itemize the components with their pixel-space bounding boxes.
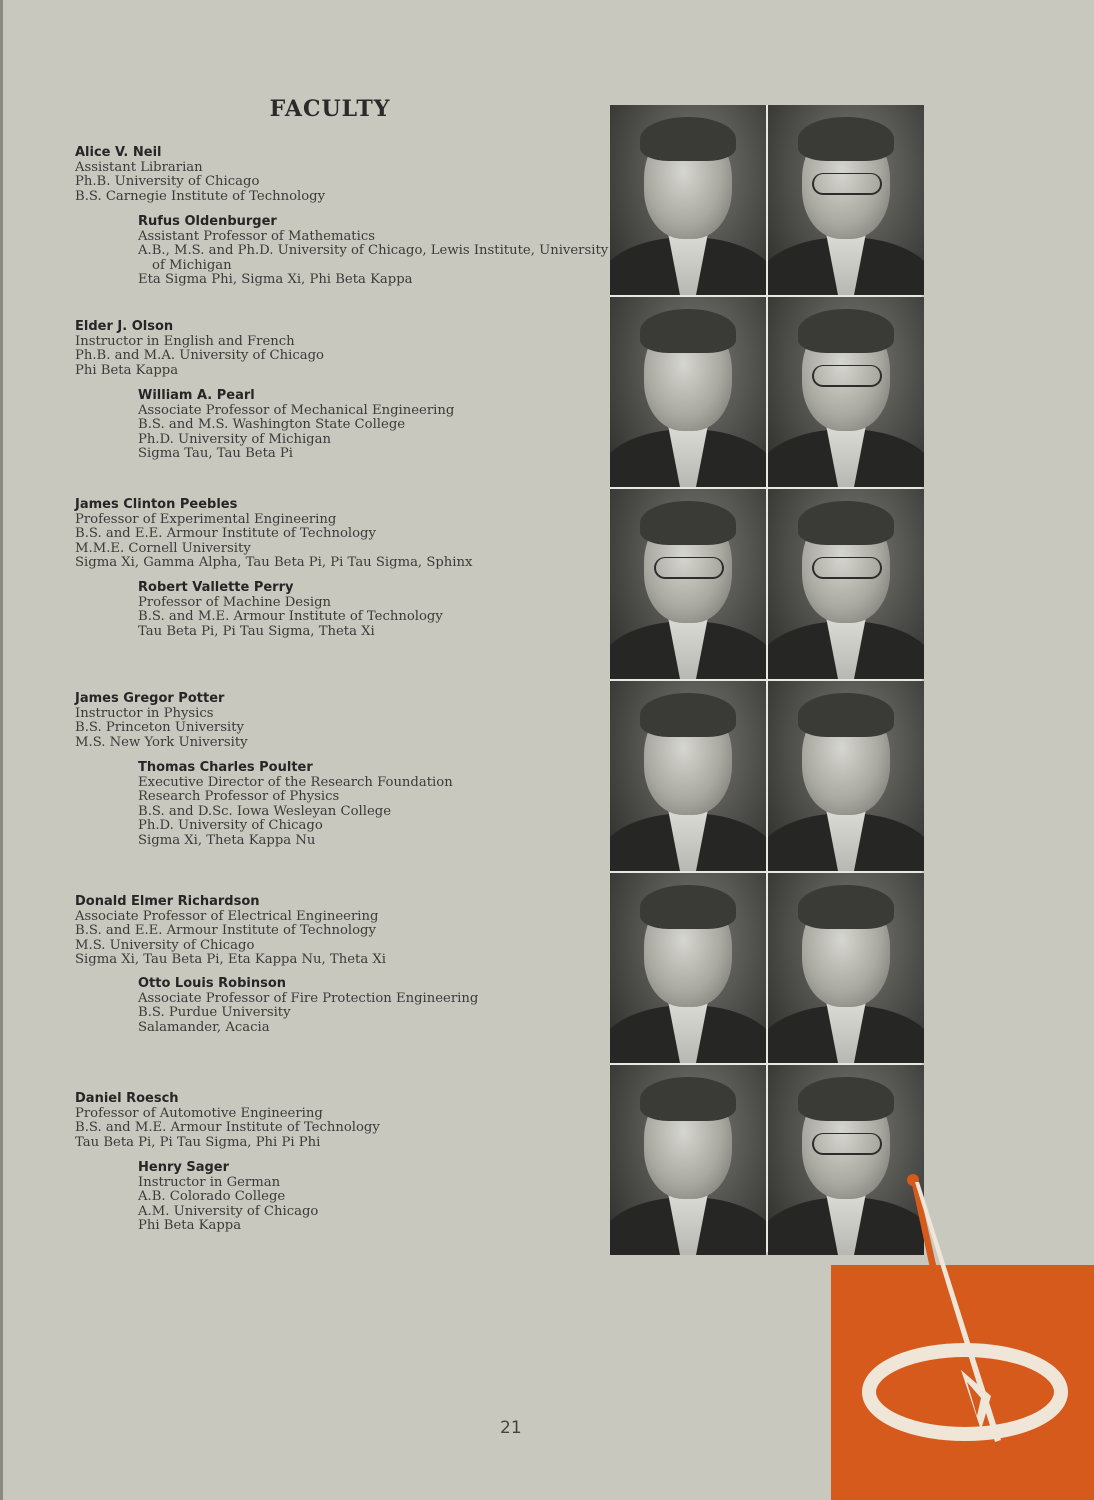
faculty-name: Elder J. Olson: [75, 319, 174, 334]
faculty-detail: Tau Beta Pi, Pi Tau Sigma, Theta Xi: [138, 623, 375, 639]
faculty-detail: Eta Sigma Phi, Sigma Xi, Phi Beta Kappa: [138, 272, 413, 288]
faculty-detail: M.S. University of Chicago: [75, 937, 255, 953]
faculty-detail: A.B. Colorado College: [138, 1189, 286, 1205]
faculty-detail: M.M.E. Cornell University: [75, 540, 251, 556]
faculty-entry: [75, 320, 324, 378]
portrait-photo: [610, 105, 766, 295]
faculty-entry: [75, 895, 386, 968]
faculty-detail: Assistant Librarian: [75, 159, 203, 175]
portrait-photo: [768, 873, 924, 1063]
faculty-detail: of Michigan: [152, 257, 232, 273]
faculty-detail: B.S. and M.S. Washington State College: [138, 417, 406, 433]
portrait-photo: [610, 1065, 766, 1255]
faculty-name: William A. Pearl: [138, 388, 255, 403]
faculty-detail: B.S. and E.E. Armour Institute of Technology: [75, 923, 376, 939]
faculty-detail: Salamander, Acacia: [138, 1019, 270, 1035]
compass-emblem-icon: [831, 1160, 1094, 1500]
faculty-detail: Associate Professor of Fire Protection Engineering: [138, 990, 479, 1006]
faculty-detail: Sigma Xi, Theta Kappa Nu: [138, 832, 316, 848]
faculty-detail: Ph.B. and M.A. University of Chicago: [75, 348, 324, 364]
faculty-name: Donald Elmer Richardson: [75, 894, 260, 909]
faculty-name: Robert Vallette Perry: [138, 580, 294, 595]
portrait-photo: [768, 489, 924, 679]
faculty-detail: Associate Professor of Electrical Engineering: [75, 908, 379, 924]
faculty-entry: [138, 977, 478, 1035]
portrait-photo: [610, 297, 766, 487]
faculty-detail: Sigma Tau, Tau Beta Pi: [138, 446, 294, 462]
faculty-detail: Professor of Experimental Engineering: [75, 511, 337, 527]
faculty-name: Henry Sager: [138, 1160, 230, 1175]
faculty-detail: Instructor in Physics: [75, 705, 214, 721]
faculty-detail: Instructor in German: [138, 1174, 281, 1190]
faculty-entry: [138, 1161, 318, 1234]
faculty-entry: [75, 692, 248, 750]
faculty-detail: Associate Professor of Mechanical Engineering: [138, 402, 455, 418]
faculty-detail: B.S. and M.E. Armour Institute of Technology: [138, 609, 443, 625]
page-heading: FACULTY: [269, 96, 391, 122]
faculty-detail: B.S. Carnegie Institute of Technology: [75, 188, 326, 204]
faculty-name: Rufus Oldenburger: [138, 214, 277, 229]
faculty-name: Daniel Roesch: [75, 1091, 179, 1106]
faculty-entry: [75, 1092, 380, 1150]
faculty-entry: [75, 498, 472, 571]
page-edge: [0, 0, 3, 1500]
faculty-detail: Professor of Automotive Engineering: [75, 1105, 323, 1121]
faculty-detail: B.S. and E.E. Armour Institute of Technology: [75, 526, 376, 542]
faculty-detail: Executive Director of the Research Foundation: [138, 774, 453, 790]
portrait-photo: [610, 489, 766, 679]
faculty-detail: Professor of Machine Design: [138, 594, 332, 610]
faculty-name: James Gregor Potter: [75, 691, 225, 706]
faculty-entry: [138, 389, 454, 462]
portrait-photo: [768, 681, 924, 871]
faculty-detail: Instructor in English and French: [75, 333, 295, 349]
faculty-entry: [138, 581, 443, 639]
faculty-detail: Ph.D. University of Chicago: [138, 818, 323, 834]
portrait-photo: [768, 105, 924, 295]
faculty-name: Otto Louis Robinson: [138, 976, 287, 991]
faculty-detail: Research Professor of Physics: [138, 789, 340, 805]
faculty-detail: B.S. Purdue University: [138, 1005, 291, 1021]
faculty-name: James Clinton Peebles: [75, 497, 238, 512]
portrait-photo: [610, 873, 766, 1063]
faculty-detail: B.S. and D.Sc. Iowa Wesleyan College: [138, 803, 391, 819]
faculty-name: Thomas Charles Poulter: [138, 760, 313, 775]
faculty-entry: [138, 761, 453, 849]
portrait-photo: [768, 297, 924, 487]
faculty-name: Alice V. Neil: [75, 145, 162, 160]
faculty-detail: Sigma Xi, Tau Beta Pi, Eta Kappa Nu, Theta Xi: [75, 952, 386, 968]
page-number: 21: [500, 1418, 522, 1438]
faculty-detail: Phi Beta Kappa: [138, 1218, 242, 1234]
portrait-grid: [610, 105, 922, 1252]
faculty-detail: B.S. and M.E. Armour Institute of Technology: [75, 1120, 380, 1136]
faculty-detail: Sigma Xi, Gamma Alpha, Tau Beta Pi, Pi Tau Sigma, Sphinx: [75, 555, 473, 571]
faculty-entry: [75, 146, 325, 204]
faculty-detail: B.S. Princeton University: [75, 720, 244, 736]
faculty-detail: Assistant Professor of Mathematics: [138, 228, 375, 244]
faculty-entry: [138, 215, 608, 288]
faculty-detail: Ph.B. University of Chicago: [75, 174, 260, 190]
faculty-detail: Ph.D. University of Michigan: [138, 431, 331, 447]
faculty-detail: Tau Beta Pi, Pi Tau Sigma, Phi Pi Phi: [75, 1134, 321, 1150]
portrait-photo: [610, 681, 766, 871]
faculty-detail: A.B., M.S. and Ph.D. University of Chicago, Lewis Institute, University: [138, 243, 609, 259]
faculty-detail: Phi Beta Kappa: [75, 362, 179, 378]
faculty-detail: A.M. University of Chicago: [138, 1203, 319, 1219]
faculty-detail: M.S. New York University: [75, 734, 248, 750]
